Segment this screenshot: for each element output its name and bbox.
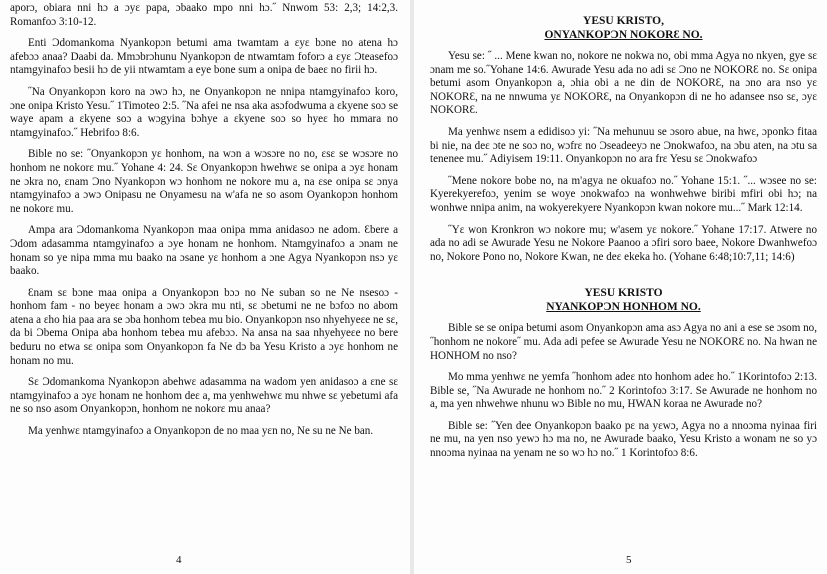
- section-heading: YESU KRISTO,: [583, 15, 664, 27]
- page-number: 4: [176, 554, 182, 567]
- left-page: [0, 0, 410, 574]
- right-page: [414, 0, 827, 574]
- paragraph: Bible no se: ˝Onyankopɔn yɛ honhom, na wɔn a wɔsɔre no no, ɛsɛ se wɔsɔre no honhom ne nokorɛ mu.˝ Yohane 4: 24. Sɛ Onyankopɔn hwehwɛ se onipa a ɔyɛ honam ne ɔkra no, ɛnam Ɔno Nyankopɔn wɔ honhom ne nokore mu a, na ɛse onipa sɛ ɔnya ntamgyinafoɔ a ɔwɔ Onipasu ne Onyamesu na w'afa ne so asom Oyankopɔn honhom ne nokorɛ mu.: [10, 148, 398, 215]
- paragraph: ˝Yɛ won Kronkron wɔ nokore mu; w'asem yɛ nokore.˝ Yohane 17:17. Atwere no ada no adi se Awurade Yesu ne Nokore Paanoo a ɔfiri soro baee, Nokore Dwanhwefoɔ no, Nokore Pono no, Nokore Kwan, ne deɛ ekeka ho. (Yohane 6:48;10:7,11; 14:6): [430, 223, 817, 263]
- paragraph: Ma yenhwɛ nsem a edidisoɔ yi: ˝Na mehunuu se ɔsoro abue, na hwɛ, ɔponkɔ fitaa bi nie, na deɛ ɔte ne soɔ no, wɔfrɛ no Ɔseadeeyɔ ne Ɔnokwafoɔ, na ɔbu aten, na ɔtu sa tenenee mu.˝ Adiyisem 19:11. Onyankopɔn no ara frɛ Yesu sɛ Ɔnokwafoɔ: [430, 125, 817, 166]
- paragraph: Bible se: ˝Yen dee Onyankopɔn baako pɛ na yɛwɔ, Agya no a nnoɔma nyinaa firi ne mu, na yen nso yewɔ hɔ ma no, ne Awurade baako, Yesu Kristo a wonam ne so yɔ nnoɔma nyinaa na yenam ne so wɔ hɔ no.˝ 1 Korintofoɔ 8:6.: [430, 419, 817, 460]
- paragraph: Mo mma yenhwɛ ne yemfa ˝honhom adeɛ nto honhom adeɛ ho.˝ 1Korintofoɔ 2:13. Bible se, ˝Na Awurade ne honhom no.˝ 2 Korintofoɔ 3:17. Se Awurade ne honhom no a, ma yen nhwehwe nhunu wɔ Bible no mu, HWAN koraa ne Awurade no?: [430, 371, 817, 411]
- paragraph: aporɔ, obiara nni hɔ a ɔyɛ papa, ɔbaako mpo nni hɔ.˝ Nnwom 53: 2,3; 14:2,3. Romanfoɔ 3:10-12.: [10, 2, 398, 28]
- paragraph: Sɛ Ɔdomankoma Nyankopɔn abehwɛ adasamma na wadom yen anidasoɔ a ɛne sɛ ntamgyinafoɔ a ɔyɛ honam ne honhom deɛ a, ma yenhwehwɛ mu nhwe sɛ yebetumi afa ne so nso asom Onyankopɔn, honhom ne nokorɛ mu anaa?: [10, 376, 399, 416]
- paragraph: Bible se se onipa betumi asom Onyankopɔn ama asɔ Agya no ani a ese se ɔsom no, ˝honhom ne nokore˝ mu. Ada adi pefee se Awurade Yesu ne NOKORƐ no. Na hwan ne HONHOM no nso?: [430, 322, 817, 362]
- section-heading: YESU KRISTO: [584, 287, 663, 300]
- section-subheading: ONYANKOPƆN NOKORƐ NO.: [544, 29, 703, 41]
- paragraph: ˝Mene nokore bobe no, na m'agya ne okuafoɔ no.˝ Yohane 15:1. ˝... wɔsee no se: Kyerekyerefoɔ, yenim se woye ɔnokwafoɔ na wonhwehwe biribi mfiri obi hɔ; na wonhwe nnipa anim, na wokyerekyere Nyankopɔn kwan nokore mu...˝ Mark 12:14.: [430, 174, 817, 214]
- page-number: 5: [626, 554, 632, 567]
- section-subheading: NYANKOPƆN HONHOM NO.: [546, 301, 701, 314]
- paragraph: Enti Ɔdomankoma Nyankopɔn betumi ama twamtam a ɛyɛ bɔne no atena hɔ afebɔɔ anaa? Daabi da. Mmɔbrɔhunu Nyankopɔn de ntwamtam foforɔ a ɛyɛ Ɔteasefoɔ ntamgyinafoɔ besii hɔ de yii ntwamtam a eye bone sum a onipa de baeɛ no firii hɔ.: [10, 37, 398, 77]
- paragraph: Ampa ara Ɔdomankoma Nyankopɔn maa onipa mma anidasoɔ ne adom. Ɛbere a Ɔdom adasamma ntamgyinafoɔ a ɔye honam ne honhom. Ntamgyinafoɔ a ɔnam ne honam so ye nipa mma mu baako na ɔsane yɛ honhom a ɔne Agya Nyankopɔn nsɔ yɛ baako.: [10, 224, 398, 278]
- paragraph: Ma yenhwɛ ntamgyinafoɔ a Onyankopɔn de no maa yɛn no, Ne su ne Ne ban.: [28, 425, 374, 438]
- paragraph: ˝Na Onyankopɔn koro na ɔwɔ hɔ, ne Onyankopɔn ne nnipa ntamgyinafoɔ koro, ɔne onipa Kristo Yesu.˝ 1Timoteo 2:5. ˝Na afei ne nsa aka asɔfodwuma a ɛkyene soɔ se waye apam a ɛkyene soɔ a wɔgyina bɔhye a ɛkyene soɔ so hyeɛ ho mmara no ntamgyinafoɔ.˝ Hebrifoɔ 8:6.: [10, 85, 398, 139]
- paragraph: Yesu se: ˝ ... Mene kwan no, nokore ne nokwa no, obi mma Agya no nkyen, gye sɛ ɔnam me so.˝Yohane 14:6. Awurade Yesu ada no adi sɛ Ɔno ne NOKORƐ no. Sɛ onipa betumi asom Onyankopɔn a, ɔhia obi a ne din de NOKORƐ, na ɔno ara nso yɛ NOKORƐ, na ne nnwuma yɛ NOKORƐ, na Onyankopɔn di ne ho adansee nso sɛ, ɔyɛ NOKORƐ.: [430, 50, 817, 117]
- section-spacer: [430, 272, 817, 286]
- paragraph: Ɛnam sɛ bɔne maa onipa a Onyankopɔn bɔɔ no Ne suban so ne Ne nsesoɔ - honhom fam - no beyeɛ honam a ɔwɔ ɔkra mu nti, sɛ ɔbetumi ne ne bɔfoɔ no abom atena a ɛho hia paa ara se ɔba honhom tebea mu bio. Onyankopɔn nso nhyehyeɛe ne sɛ, da bi Ɔbema Onipa aba honhom tebea mu afebɔɔ. Na ansa na saa nhyehyeɛe no bere beduru no etwa sɛ onipa som Onyankopɔn fa Ne dɔ ba Yesu Kristo a ɔyɛ honhom ne honam no mu.: [10, 286, 398, 367]
